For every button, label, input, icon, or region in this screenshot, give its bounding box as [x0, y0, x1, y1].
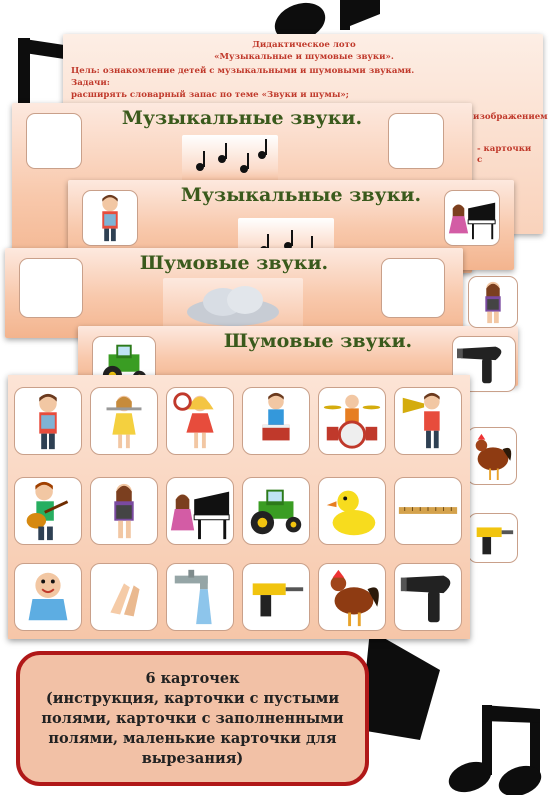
cloud-banner: [163, 278, 303, 328]
ruler-icon: [395, 478, 461, 544]
card-title: Шумовые звуки.: [223, 330, 413, 352]
empty-slot: [388, 113, 444, 169]
info-box: [16, 651, 369, 786]
card-title: Музыкальные звуки.: [180, 184, 422, 206]
small-card-clapping-hands[interactable]: [90, 563, 158, 631]
instruction-title-line1: Дидактическое лото: [252, 40, 356, 50]
hair-dryer-icon: [395, 564, 461, 630]
instruction-task: расширять словарный запас по теме «Звуки и шумы»;: [71, 90, 349, 100]
small-card-boy-drumkit[interactable]: [318, 387, 386, 455]
cloud-icon: [163, 278, 303, 328]
water-tap-icon: [167, 564, 233, 630]
tractor-icon: [243, 478, 309, 544]
boy-drumkit-icon: [319, 388, 385, 454]
slot-drill: [468, 513, 518, 563]
boy-accordion-icon: [83, 191, 137, 245]
small-card-ruler[interactable]: [394, 477, 462, 545]
small-card-hair-dryer[interactable]: [394, 563, 462, 631]
slot-rooster: [467, 427, 517, 485]
card-title: Шумовые звуки.: [139, 252, 329, 274]
instruction-title-line2: «Музыкальные и шумовые звуки».: [214, 52, 394, 62]
info-text: [31, 669, 353, 769]
small-card-boy-guitar[interactable]: [14, 477, 82, 545]
girl-tambourine-icon: [167, 388, 233, 454]
slot-boy-accordion: [82, 190, 138, 246]
drill-icon: [469, 514, 517, 562]
rooster-icon: [468, 428, 516, 484]
small-card-rooster[interactable]: [318, 563, 386, 631]
small-card-boy-trumpet[interactable]: [394, 387, 462, 455]
rooster-icon: [319, 564, 385, 630]
girl-piano-icon: [445, 191, 499, 245]
small-card-water-tap[interactable]: [166, 563, 234, 631]
small-card-boy-accordion[interactable]: [14, 387, 82, 455]
empty-slot: [26, 113, 82, 169]
boy-drum-icon: [243, 388, 309, 454]
info-line: вырезания): [141, 749, 244, 767]
info-line: полями, карточки с заполненными: [41, 709, 344, 727]
small-card-girl-tambourine[interactable]: [166, 387, 234, 455]
drill-icon: [243, 564, 309, 630]
small-card-boy-drum[interactable]: [242, 387, 310, 455]
small-card-girl-piano[interactable]: [166, 477, 234, 545]
girl-accordion-icon: [469, 277, 517, 327]
boy-accordion-icon: [15, 388, 81, 454]
instruction-fragment: - карточки с: [477, 144, 532, 165]
small-card-tractor[interactable]: [242, 477, 310, 545]
instruction-fragment: изображением: [473, 112, 548, 122]
info-line: полями, маленькие карточки для: [48, 729, 337, 747]
small-card-crying-baby[interactable]: [14, 563, 82, 631]
small-card-rubber-duck[interactable]: [318, 477, 386, 545]
clapping-hands-icon: [91, 564, 157, 630]
girl-piano-icon: [167, 478, 233, 544]
small-card-drill[interactable]: [242, 563, 310, 631]
music-notes-icon: [182, 135, 278, 183]
instruction-goal: Цель: ознакомление детей с музыкальными и шумовыми звуками.: [71, 66, 415, 76]
small-card-girl-flute[interactable]: [90, 387, 158, 455]
girl-accordion-icon: [91, 478, 157, 544]
music-notes-banner: [182, 135, 278, 183]
card-title: Музыкальные звуки.: [121, 107, 363, 129]
empty-slot: [19, 258, 83, 318]
empty-slot: [381, 258, 445, 318]
small-card-girl-accordion[interactable]: [90, 477, 158, 545]
small-cards-sheet: [8, 375, 470, 639]
music-note-icon: [412, 705, 550, 795]
slot-girl-piano: [444, 190, 500, 246]
boy-trumpet-icon: [395, 388, 461, 454]
rubber-duck-icon: [319, 478, 385, 544]
noise-sounds-card-empty: [5, 248, 463, 338]
instruction-tasks-label: Задачи:: [71, 78, 110, 88]
slot-girl-accordion: [468, 276, 518, 328]
girl-flute-icon: [91, 388, 157, 454]
info-line: 6 карточек: [145, 669, 240, 687]
boy-guitar-icon: [15, 478, 81, 544]
info-line: (инструкция, карточки с пустыми: [45, 689, 340, 707]
crying-baby-icon: [15, 564, 81, 630]
